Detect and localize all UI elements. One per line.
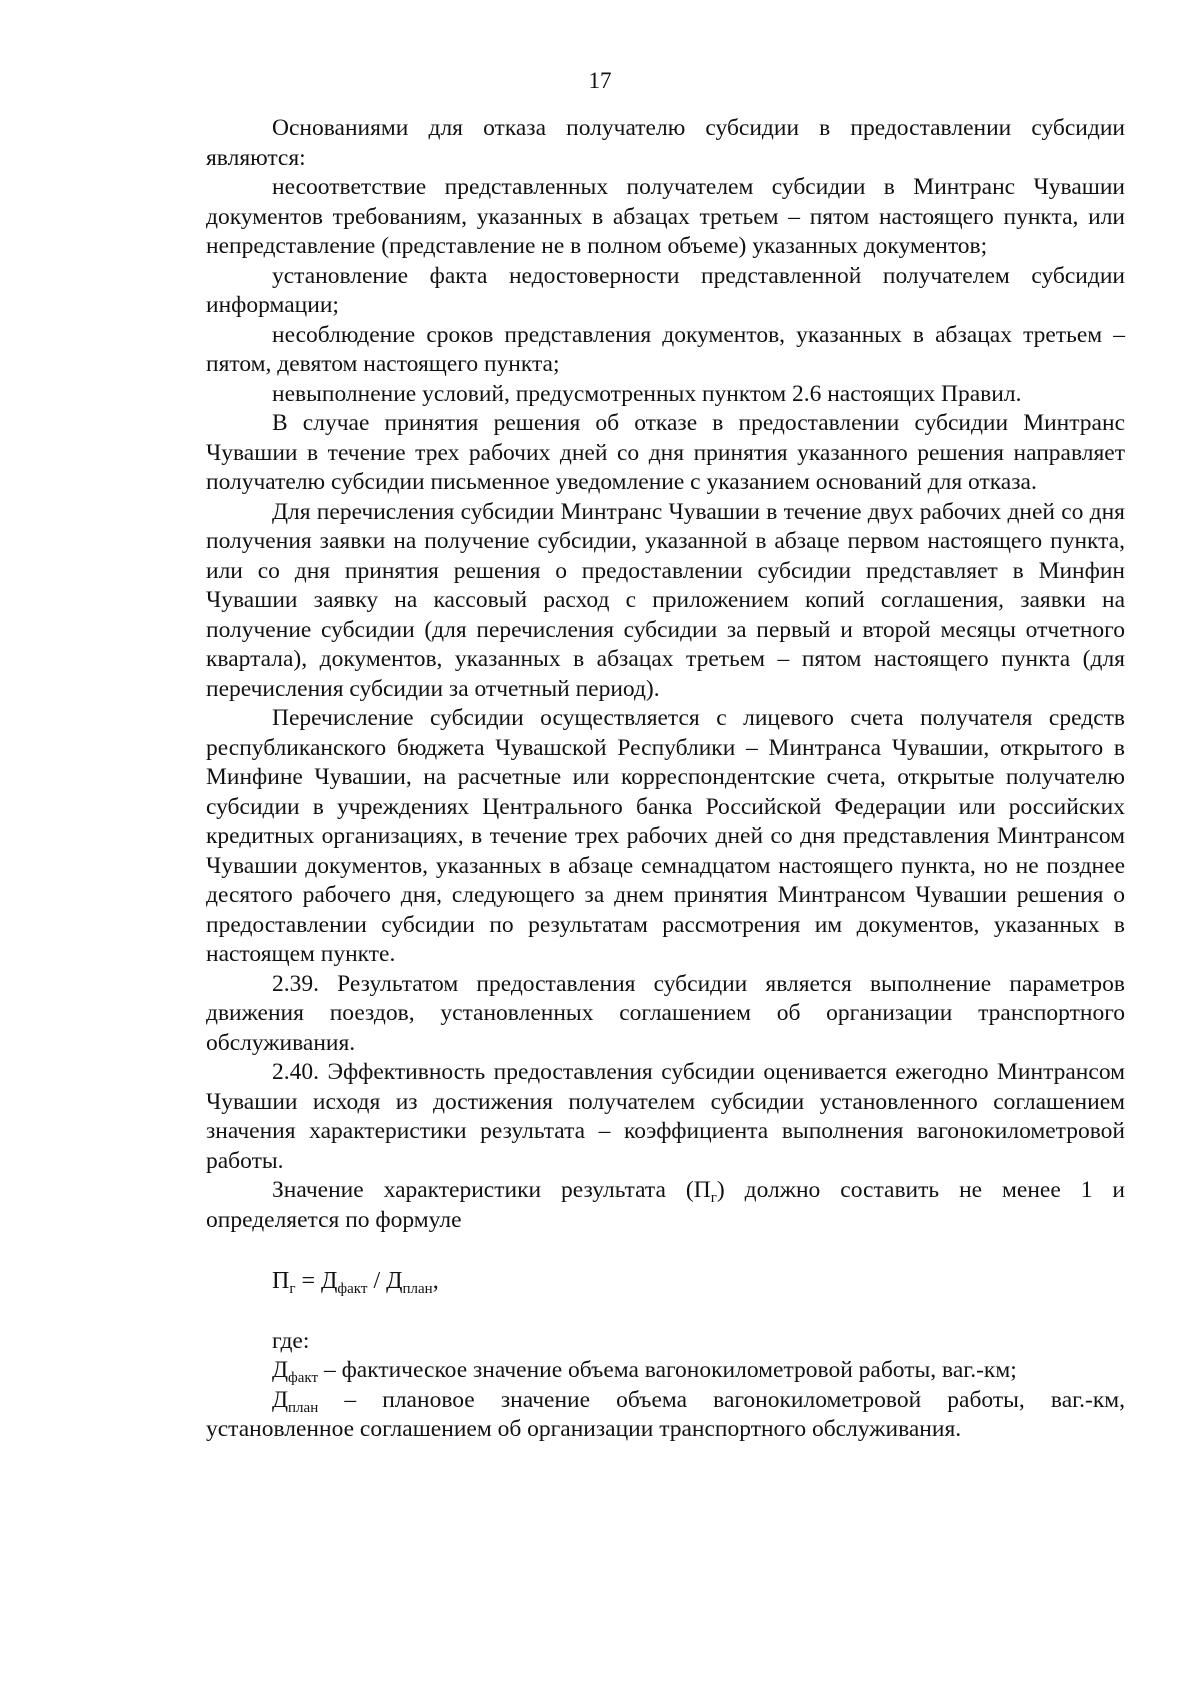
formula-lhs-subscript: г — [289, 1281, 296, 1297]
paragraph-ground-nonconformity: несоответствие представленных получателем субсидии в Минтранс Чувашии документов требованиям, указанных в абзацах третьем – пятом настоящего пункта, или непредставление (представление не в полном объеме) указанных документов; — [206, 174, 1125, 259]
page-number: 17 — [588, 68, 612, 93]
formula-equals: = Д — [295, 1268, 338, 1294]
definition-fact-symbol: Д — [272, 1357, 289, 1383]
value-sentence-subscript: г — [710, 1190, 717, 1206]
paragraph-2-40: 2.40. Эффективность предоставления субсидии оценивается ежегодно Минтрансом Чувашии исходя из достижения получателем субсидии установленного соглашением значения характеристики результата – коэффициента выполнения вагонокилометровой работы. — [206, 1059, 1125, 1174]
formula-end: , — [432, 1268, 439, 1294]
formula-plan-subscript: план — [402, 1281, 433, 1297]
paragraph-ground-false-information: установление факта недостоверности представленной получателем субсидии информации; — [206, 262, 1125, 318]
formula-divide: / Д — [367, 1268, 403, 1294]
paragraph-ground-conditions: невыполнение условий, предусмотренных пунктом 2.6 настоящих Правил. — [272, 380, 1022, 407]
definition-fact — [206, 1356, 1125, 1386]
paragraph-transfer-request: Для перечисления субсидии Минтранс Чувашии в течение двух рабочих дней со дня получения заявки на получение субсидии, указанной в абзаце первом настоящего пункта, или со дня принятия решения о предоставлении субсидии представляет в Минфин Чувашии заявку на кассовый расход с приложением копий соглашения, заявки на получение субсидии (для перечисления субсидии за первый и второй месяцы отчетного квартала), документов, указанных в абзацах третьем – пятом настоящего пункта (для перечисления субсидии за отчетный период). — [206, 498, 1125, 702]
definition-fact-subscript: факт — [288, 1370, 319, 1386]
definition-plan-symbol: Д — [272, 1386, 289, 1413]
definition-plan-text: – плановое значение объема вагонокилометровой работы, ваг.-км, установленное соглашением об организации транспортного обслуживания. — [206, 1386, 1125, 1442]
paragraph-transfer-account: Перечисление субсидии осуществляется с лицевого счета получателя средств республиканского бюджета Чувашской Республики – Минтранса Чувашии, открытого в Минфине Чувашии, на расчетные или корреспондентские счета, открытые получателю субсидии в учреждениях Центрального банка Российской Федерации или российских кредитных организациях, в течение трех рабочих дней со дня представления Минтрансом Чувашии документов, указанных в абзаце семнадцатом настоящего пункта, но не позднее десятого рабочего дня, следующего за днем принятия Минтрансом Чувашии решения о предоставлении субсидии по результатам рассмотрения им документов, указанных в настоящем пункте. — [206, 705, 1125, 967]
paragraph-refusal-grounds-intro: Основаниями для отказа получателю субсидии в предоставлении субсидии являются: — [206, 115, 1125, 171]
definition-plan-subscript: план — [288, 1399, 319, 1416]
value-sentence-before: Значение характеристики результата (П — [272, 1177, 711, 1203]
paragraph-refusal-notification: В случае принятия решения об отказе в предоставлении субсидии Минтранс Чувашии в течение трех рабочих дней со дня принятия указанного решения направляет получателю субсидии письменное уведомление с указанием оснований для отказа. — [206, 410, 1125, 495]
paragraph-ground-deadlines: несоблюдение сроков представления документов, указанных в абзацах третьем – пятом, девятом настоящего пункта; — [206, 321, 1125, 377]
paragraph-2-39: 2.39. Результатом предоставления субсидии является выполнение параметров движения поездов, установленных соглашением об организации транспортного обслуживания. — [206, 970, 1125, 1056]
document-body — [206, 114, 1125, 1445]
formula-fact-subscript: факт — [337, 1281, 368, 1297]
value-sentence-after: ) должно составить не менее 1 и определяется по формуле — [206, 1177, 1125, 1233]
definition-plan — [206, 1386, 1125, 1445]
definition-fact-text: – фактическое значение объема вагонокилометровой работы, ваг.-км; — [318, 1357, 1017, 1383]
formula — [272, 1267, 1125, 1297]
formula-lhs: П — [272, 1268, 290, 1294]
where-label: где: — [272, 1327, 310, 1354]
paragraph-result-value — [206, 1176, 1125, 1235]
